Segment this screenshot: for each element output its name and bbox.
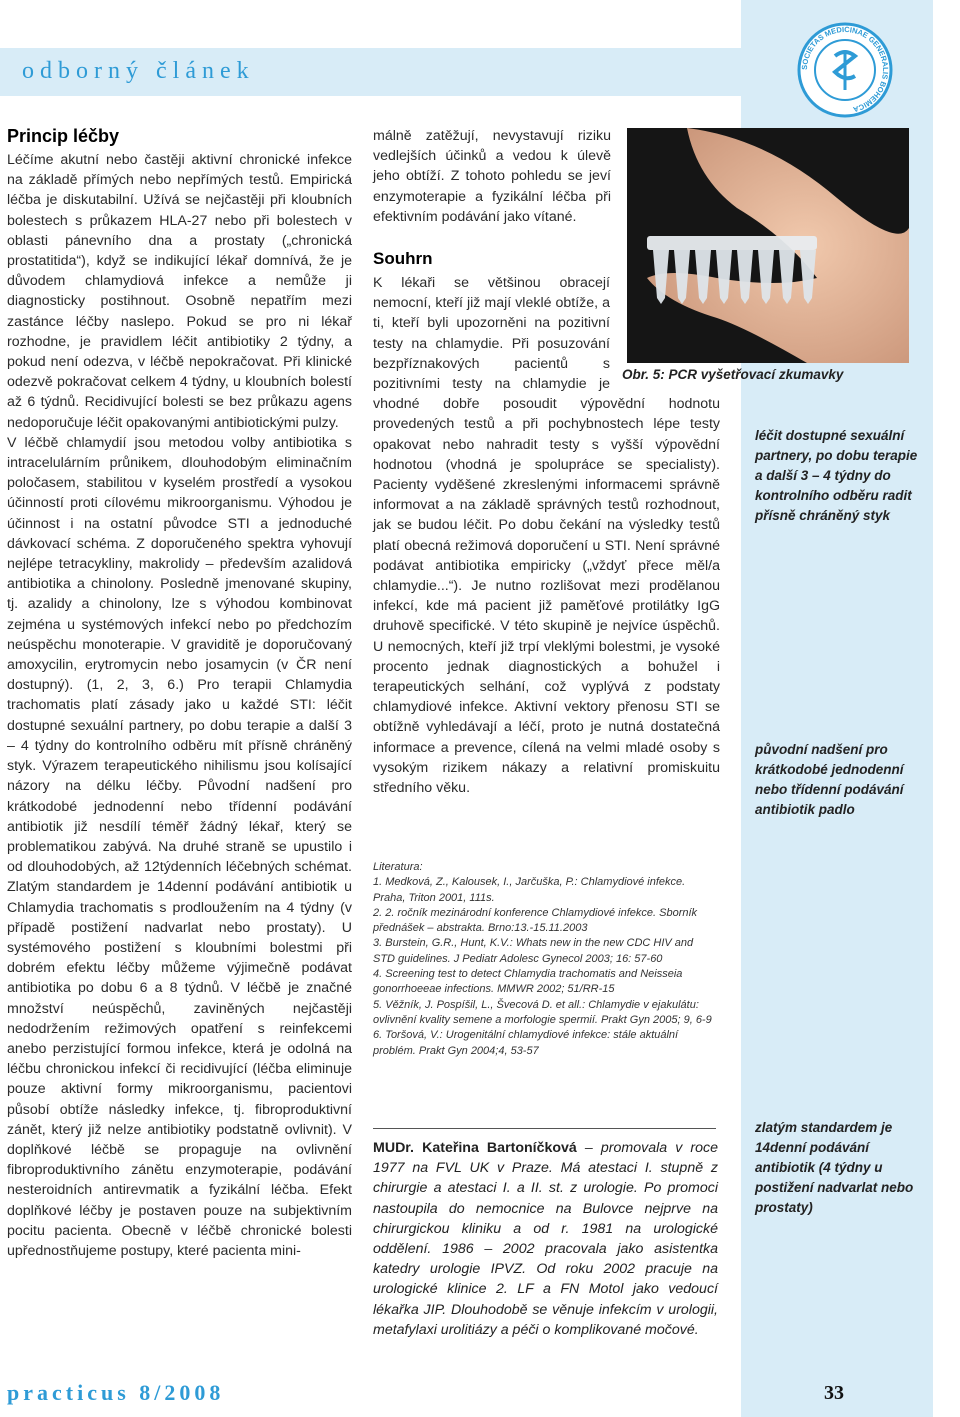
literature bbox=[373, 860, 718, 1059]
literature-item: 3. Burstein, G.R., Hunt, K.V.: Whats new in the new CDC HIV and STD guidelines. J Pediatr Adolesc Gynecol 2003; 16: 57-60 bbox=[373, 937, 694, 965]
author-bio bbox=[373, 1138, 718, 1340]
society-logo-icon bbox=[795, 20, 895, 120]
pull-quote-3: zlatým standardem je 14denní podávání antibiotik (4 týdny u postižení nadvarlat nebo prostaty) bbox=[755, 1120, 914, 1215]
literature-item: 6. Toršová, V.: Urogenitální chlamydiové infekce: stále aktuální problém. Prakt Gyn 2004;4, 53-57 bbox=[373, 1029, 679, 1057]
literature-item: 2. 2. ročník mezinárodní konference Chlamydiové infekce. Sborník přednášek – abstrakta. Brno:13.-15.11.2003 bbox=[373, 906, 698, 935]
journal-footer: practicus 8/2008 bbox=[7, 1380, 225, 1405]
author-bio-text: – promovala v roce 1977 na FVL UK v Praze. Má atestaci I. stupně z chirurgie a atestaci I. a II. st. z urologie. Po promoci nastoupila do nemocnice na Bulovce nejprve na chirurgickou kliniku a od r. 1981 na urologické oddělení. 1986 – 2002 pracovala jako asistentka katedry urologie IPVZ. Od roku 2002 pracuje na urologické klinice 2. LF a FN Motol jako vedoucí lékařka JIP. Dlouhodobě se věnuje infekcím v urologii, metafylaxi urolitiázy a péči o komplikované močové. bbox=[373, 1140, 719, 1338]
left-column bbox=[7, 126, 352, 1261]
pcr-tubes-photo bbox=[627, 128, 909, 363]
literature-item: 4. Screening test to detect Chlamydia trachomatis and Neisseia gonorrhoeeae infections. MMWR 2002; 51/RR-15 bbox=[373, 968, 683, 996]
paragraph-2: V léčbě chlamydií jsou metodou volby antibiotika s intracelulárním průnikem, dlouhodobým eliminačním poločasem, stabilitou v kyselém prostředí a vysokou účinností proti cílovému mikroorganismu. Výhodou je účinnost i na ostatní původce STI a jednoduché dávkovací schéma. Z doporučeného spektra vyhovují nejlépe tetracykliny, makrolidy – především azalidová antibiotika a chinolony. Posledně jmenované skupiny, tj. azalidy a chinolony, lze s výhodou kombinovat zejména u systémových infekcí nebo po předchozím neúspěchu monoterapie. V graviditě je doporučovaný amoxycilin, erytromycin nebo josamycin (v ČR není dostupný). (1, 2, 3, 6.) Pro terapii Chlamydia trachomatis platí zásady jako u každé STI: léčit dostupné sexuální partnery, po dobu terapie a další 3 – 4 týdny do kontrolního odběru mít přísně chráněný styk. Výrazem terapeutického nihilismu jsou kolísající názory na délku léčby. Původní nadšení pro krátkodobé jednodenní nebo třídenní podávání antibiotik již nesdílí téměř žádný lékař, který se problematikou zabývá. Na druhé straně se upustilo i od dlouhodobých, až 12týdenních léčebných schémat. Zlatým standardem je 14denní podávání antibiotik u Chlamydia trachomatis s prodloužením na 4 týdny (v případě postižení nadvarlat nebo prostaty). U systémového postižení s kloubními bolestmi při dobrém efektu léčby můžeme výjimečně podávat antibiotika po dobu 6 a 8 týdnů. V léčbě je značné množství neúspěchů, zaviněných nejčastěji nedodržením režimových opatření s reinfekcemi anebo perzistující formou infekce, která je odolná na léčbu chronickou infekcí či recidivující (léčba eliminuje pouze aktivní formy mikroorganismu, pacientovi působí obtíže následky infekce, tj. fibroproduktivní zánět, který již nelze antibiotiky podstatně ovlivnit). V doplňkové léčbě se propaguje na ovlivnění fibroproduktivního zánětu enzymoterapie, podávání nesteroidních antirevmatik a fyzikální léčba. Efekt doplňkové léčby je postaven pouze na subjektivním pocitu pacienta. Obecně v léčbě chronické bolesti upřednostňujeme postupy, které pacienta mini- bbox=[7, 434, 352, 1259]
summary-text: K lékaři se většinou obracejí nemocní, kteří již mají vleklé obtíže, a ti, kteří byli upozorněni na pozitivní testy na chlamydie. Při posuzování bezpříznakových pacientů s pozitivními testy na chlamydie je vhodné dobře posoudit výpovědní hodnotu provedených testů a při pochybnostech lépe testy opakovat nebo nahradit testy s vyšší výpovědní hodnotou (vhodná je spolupráce se specialisty). Pacienty vyděšené zkreslenými informacemi správně informovat a na základě správných testů rozhodnout, jak se budou léčit. Po dobu čekání na výsledky testů platí obecná režimová doporučení u STI. Není správné podávat antibiotika empiricky („vždyť přece měl/a chlamydie...“). Je nutno rozlišovat mezi prodělanou infekcí, kde má pacient již paměťové protilátky IgG druhově specifické. V této skupině je nejvíce úspěchů. U nemocných, kteří již trpí vleklými bolestmi, je vysoké procento jednak diagnostických a bohužel i terapeutických selhání, což vyplývá z podstaty chlamydiové infekce. Aktivní vektory přenosu STI se obtížně vyhledávají a léčí, proto je nutná dostatečná informace a prevence, cílená na velmi mladé osoby s vysokým rizikem nákazy a relativní promiskuitu středního věku. bbox=[373, 275, 720, 797]
paragraph-1: Léčíme akutní nebo častěji aktivní chronické infekce na základě přímých nebo nepřímých testů. Empirická léčba je diskutabilní. Užívá se nejčastěji při kloubních bolestech s průkazem HLA-27 nebo při bolestech v oblasti pánevního dna a prostaty („chronická prostatitida“), když se indikující lékař domnívá, že je důvodem chlamydiová infekce a nemůže ji diagnosticky postihnout. Osobně nepatřím mezi zastánce léčby naslepo. Pokud se pro ni lékař rozhodne, je pravidlem léčit antibiotiky 2 týdny, a pokud není odezva, v léčbě nepokračovat. Při klinické odezvě pokračovat celkem 4 týdny, u kloubních bolestí až 6 týdnů. Recidivující bolesti se bez průkazu agens nedoporučuje léčit opakovanými antibiotickými pulzy. bbox=[7, 152, 352, 431]
figure-caption: Obr. 5: PCR vyšetřovací zkumavky bbox=[622, 367, 844, 382]
literature-title: Literatura: bbox=[373, 861, 423, 873]
pull-quote-1: léčit dostupné sexuální partnery, po dobu terapie a další 3 – 4 týdny do kontrolního odběru radit přísně chráněný styk bbox=[755, 428, 918, 523]
section-header bbox=[0, 48, 741, 96]
continued-paragraph: málně zatěžují, nevystavují riziku vedlejších účinků a vedou k úlevě jeho obtíží. Z tohoto pohledu se jeví enzymoterapie a fyzikální léčba při efektivním podávání jako vítané. bbox=[373, 128, 611, 225]
logo-text: SOCIETAS MEDICINAE GENERALIS BOHEMICA bbox=[799, 24, 891, 115]
author-name: MUDr. Kateřina Bartoníčková bbox=[373, 1140, 577, 1156]
section-label: odborný článek bbox=[22, 58, 255, 84]
literature-item: 1. Medková, Z., Kalousek, I., Jarčuška, P.: Chlamydiové infekce. Praha, Triton 2001, 111s. bbox=[373, 876, 686, 904]
summary-heading: Souhrn bbox=[373, 249, 433, 269]
page-number: 33 bbox=[824, 1382, 844, 1404]
heading-principle: Princip léčby bbox=[7, 126, 120, 146]
divider bbox=[373, 1128, 716, 1129]
literature-item: 5. Věžník, J. Pospíšil, L., Švecová D. et all.: Chlamydie v ejakulátu: ovlivnění kvality semene a morfologie spermií. Prakt Gyn 2005; 9, 6-9 bbox=[373, 998, 712, 1026]
pull-quote-2: původní nadšení pro krátkodobé jednodenní nebo třídenní podávání antibiotik padlo bbox=[755, 742, 904, 817]
